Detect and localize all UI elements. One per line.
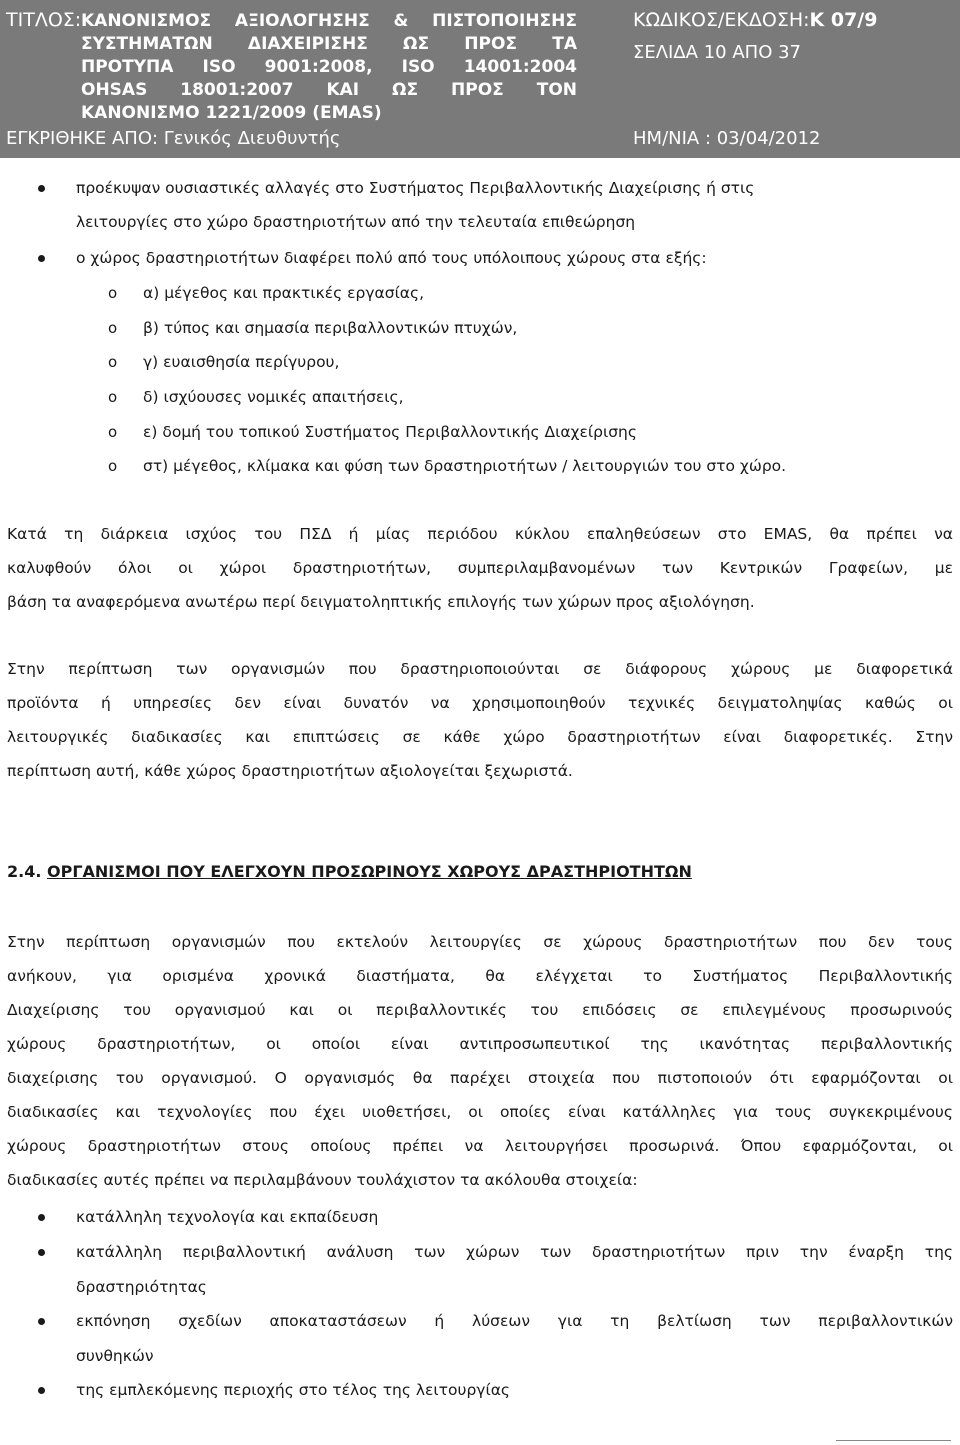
approval-date: ΗΜ/ΝΙΑ : 03/04/2012 bbox=[633, 128, 821, 149]
paragraph-line: διαδικασίες και τεχνολογίες που έχει υιοθετήσει, οι οποίες είναι κατάλληλες για τους συγκεκριμένους bbox=[7, 1103, 953, 1121]
circle-bullet-icon: o bbox=[108, 353, 118, 371]
sub-item: α) μέγεθος και πρακτικές εργασίας, bbox=[143, 284, 425, 302]
bullet-icon bbox=[38, 1249, 45, 1256]
paragraph-line: διαχείρισης του οργανισμού. Ο οργανισμός θα παρέχει στοιχεία που πιστοποιούν ότι εφαρμόζονται οι bbox=[7, 1069, 953, 1087]
paragraph-line: βάση τα αναφερόμενα ανωτέρω περί δειγματοληπτικής επιλογής των χώρων προς αξιολόγηση. bbox=[7, 593, 755, 611]
paragraph-line: προϊόντα ή υπηρεσίες δεν είναι δυνατόν να χρησιμοποιηθούν τεχνικές δειγματοληψίας καθώς οι bbox=[7, 694, 953, 712]
bullet-icon bbox=[38, 255, 45, 262]
approved-by: ΕΓΚΡΙΘΗΚΕ ΑΠΟ: Γενικός Διευθυντής bbox=[6, 128, 341, 149]
sub-item: ε) δομή του τοπικού Συστήματος Περιβαλλοντικής Διαχείρισης bbox=[143, 423, 637, 441]
bullet-item: ο χώρος δραστηριοτήτων διαφέρει πολύ από τους υπόλοιπους χώρους στα εξής: bbox=[76, 249, 707, 267]
bullet-item: της εμπλεκόμενης περιοχής στο τέλος της λειτουργίας bbox=[76, 1381, 511, 1399]
bullet-item-continuation: συνθηκών bbox=[76, 1347, 154, 1365]
title-line: ΠΡΟΤΥΠΑ ISO 9001:2008, ISO 14001:2004 bbox=[81, 57, 577, 77]
circle-bullet-icon: o bbox=[108, 423, 118, 441]
section-title: ΟΡΓΑΝΙΣΜΟΙ ΠΟΥ ΕΛΕΓΧΟΥΝ ΠΡΟΣΩΡΙΝΟΥΣ ΧΩΡΟΥΣ ΔΡΑΣΤΗΡΙΟΤΗΤΩΝ bbox=[47, 862, 692, 881]
bullet-icon bbox=[38, 1214, 45, 1221]
bullet-line: κατάλληλη περιβαλλοντική ανάλυση των χώρων των δραστηριοτήτων πριν την έναρξη της bbox=[76, 1243, 953, 1261]
code-value: Κ 07/9 bbox=[809, 9, 878, 31]
paragraph-line: καλυφθούν όλοι οι χώροι δραστηριοτήτων, συμπεριλαμβανομένων των Κεντρικών Γραφείων, με bbox=[7, 559, 953, 577]
circle-bullet-icon: o bbox=[108, 284, 118, 302]
paragraph-line: χώρους δραστηριοτήτων στους οποίους πρέπει να λειτουργήσει προσωρινά. Όπου εφαρμόζονται, οι bbox=[7, 1137, 953, 1155]
sub-item: γ) ευαισθησία περίγυρου, bbox=[143, 353, 340, 371]
document-code bbox=[633, 9, 877, 31]
paragraph bbox=[7, 652, 953, 788]
paragraph-line: διαδικασίες αυτές πρέπει να περιλαμβάνουν τουλάχιστον τα ακόλουθα στοιχεία: bbox=[7, 1171, 638, 1189]
title-line: OHSAS 18001:2007 ΚΑΙ ΩΣ ΠΡΟΣ ΤΟΝ bbox=[81, 80, 577, 100]
title-label: ΤΙΤΛΟΣ: bbox=[6, 9, 82, 31]
bullet-icon bbox=[38, 1318, 45, 1325]
paragraph-line: Στην περίπτωση των οργανισμών που δραστηριοποιούνται σε διάφορους χώρους με διαφορετικά bbox=[7, 660, 953, 678]
paragraph bbox=[7, 925, 953, 1197]
sub-item: δ) ισχύουσες νομικές απαιτήσεις, bbox=[143, 388, 404, 406]
bullet-line: εκπόνηση σχεδίων αποκαταστάσεων ή λύσεων για τη βελτίωση των περιβαλλοντικών bbox=[76, 1312, 953, 1330]
paragraph-line: ανήκουν, για ορισμένα χρονικά διαστήματα, θα ελέγχεται το Συστήματος Περιβαλλοντικής bbox=[7, 967, 953, 985]
bullet-icon bbox=[38, 185, 45, 192]
page-number: ΣΕΛΙΔΑ 10 ΑΠΟ 37 bbox=[633, 42, 801, 63]
document-title bbox=[81, 10, 577, 125]
circle-bullet-icon: o bbox=[108, 457, 118, 475]
bullet-item: προέκυψαν ουσιαστικές αλλαγές στο Συστήματος Περιβαλλοντικής Διαχείρισης ή στις bbox=[76, 179, 755, 197]
document-header bbox=[0, 0, 960, 158]
paragraph-line: Κατά τη διάρκεια ισχύος του ΠΣΔ ή μίας περιόδου κύκλου επαληθεύσεων στο EMAS, θα πρέπει να bbox=[7, 525, 953, 543]
bullet-item: κατάλληλη τεχνολογία και εκπαίδευση bbox=[76, 1208, 379, 1226]
code-label: ΚΩΔΙΚΟΣ/ΕΚΔΟΣΗ: bbox=[633, 9, 810, 31]
title-line: ΚΑΝΟΝΙΣΜΟ 1221/2009 (EMAS) bbox=[81, 103, 382, 123]
paragraph-line: χώρους δραστηριοτήτων, οι οποίοι είναι αντιπροσωπευτικοί της ικανότητας περιβαλλοντικής bbox=[7, 1035, 953, 1053]
paragraph-line: Στην περίπτωση οργανισμών που εκτελούν λειτουργίες σε χώρους δραστηριοτήτων που δεν τους bbox=[7, 933, 953, 951]
sub-item: στ) μέγεθος, κλίμακα και φύση των δραστηριοτήτων / λειτουργιών του στο χώρο. bbox=[143, 457, 787, 475]
paragraph-line: περίπτωση αυτή, κάθε χώρος δραστηριοτήτων αξιολογείται ξεχωριστά. bbox=[7, 762, 573, 780]
circle-bullet-icon: o bbox=[108, 319, 118, 337]
bullet-item-continuation: λειτουργίες στο χώρο δραστηριοτήτων από την τελευταία επιθεώρηση bbox=[76, 213, 636, 231]
bullet-item-continuation: δραστηριότητας bbox=[76, 1278, 207, 1296]
paragraph bbox=[7, 517, 953, 619]
paragraph-line: λειτουργικές διαδικασίες και επιπτώσεις σε κάθε χώρο δραστηριοτήτων είναι διαφορετικές. Στην bbox=[7, 728, 953, 746]
section-number: 2.4. bbox=[7, 862, 47, 881]
footer-divider bbox=[836, 1440, 951, 1441]
title-line: ΚΑΝΟΝΙΣΜΟΣ ΑΞΙΟΛΟΓΗΣΗΣ & ΠΙΣΤΟΠΟΙΗΣΗΣ bbox=[81, 11, 577, 31]
paragraph-line: Διαχείρισης του οργανισμού και οι περιβαλλοντικές του επιδόσεις σε επιλεγμένους προσωρινούς bbox=[7, 1001, 953, 1019]
circle-bullet-icon: o bbox=[108, 388, 118, 406]
bullet-item bbox=[76, 1311, 953, 1331]
sub-item: β) τύπος και σημασία περιβαλλοντικών πτυχών, bbox=[143, 319, 518, 337]
title-line: ΣΥΣΤΗΜΑΤΩΝ ΔΙΑΧΕΙΡΙΣΗΣ ΩΣ ΠΡΟΣ ΤΑ bbox=[81, 34, 577, 54]
bullet-icon bbox=[38, 1387, 45, 1394]
bullet-item bbox=[76, 1242, 953, 1262]
section-heading bbox=[7, 862, 692, 881]
